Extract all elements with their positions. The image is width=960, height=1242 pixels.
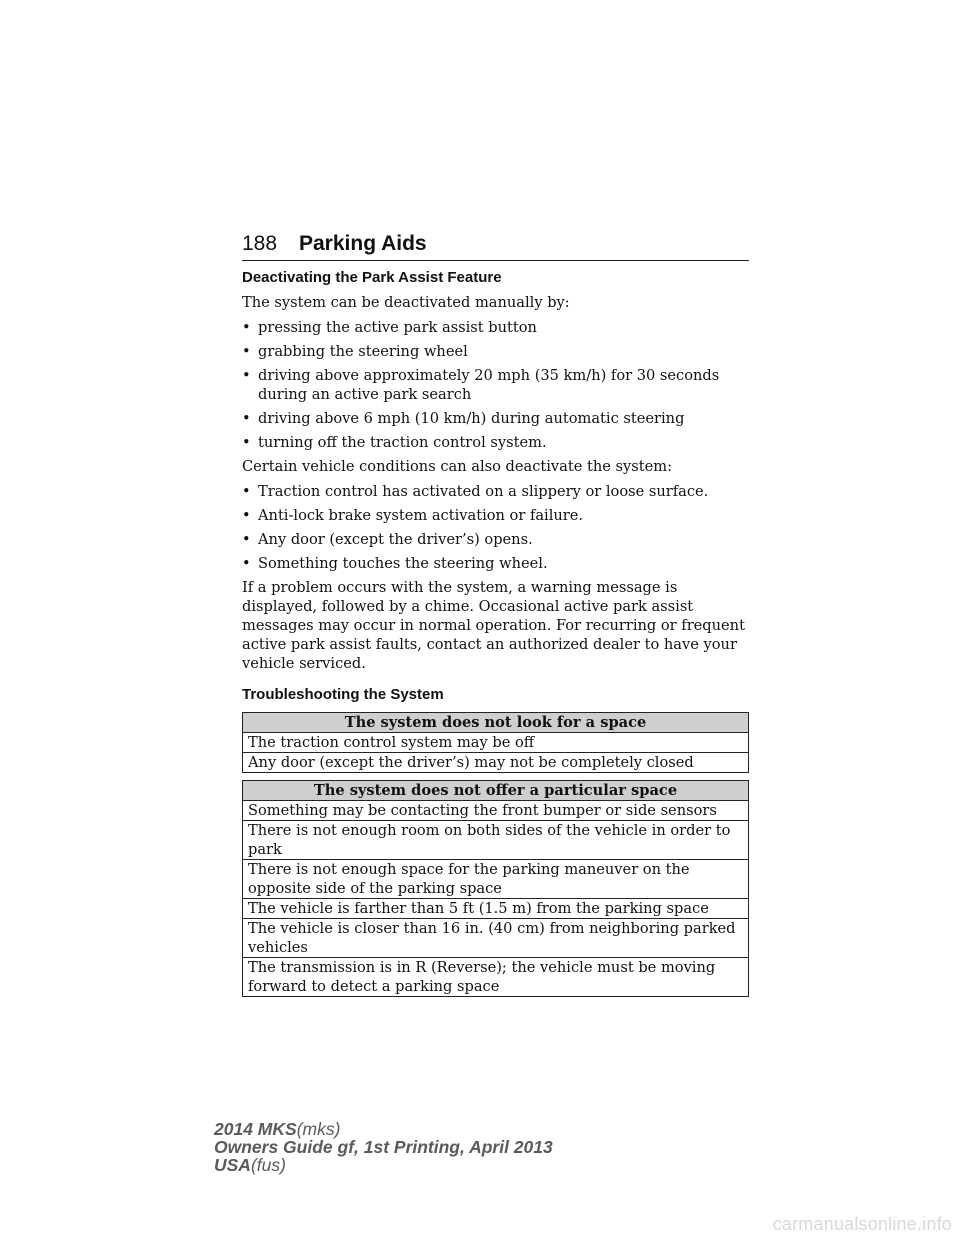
table-header: The system does not look for a space <box>243 713 749 733</box>
troubleshooting-heading: Troubleshooting the System <box>242 686 444 703</box>
table-row <box>243 801 749 821</box>
watermark: carmanualsonline.info <box>772 1214 952 1234</box>
footer-market: USA <box>214 1155 251 1175</box>
list-item-text: Anti-lock brake system activation or failure. <box>258 507 584 524</box>
list-item-text: driving above approximately 20 mph (35 km/h) for 30 seconds during an active park search <box>258 367 720 403</box>
table-cell: The vehicle is closer than 16 in. (40 cm) from neighboring parked vehicles <box>243 919 749 958</box>
table-cell: The transmission is in R (Reverse); the vehicle must be moving forward to detect a parking space <box>243 958 749 997</box>
page-content <box>242 268 749 1004</box>
table-cell: There is not enough space for the parking maneuver on the opposite side of the parking space <box>243 860 749 899</box>
list-item-text: driving above 6 mph (10 km/h) during automatic steering <box>258 410 685 427</box>
list-item <box>242 366 749 404</box>
list-item-text: Traction control has activated on a slippery or loose surface. <box>258 483 709 500</box>
table-row <box>243 753 749 773</box>
troubleshooting-table-no-offer <box>242 780 749 997</box>
table-row <box>243 860 749 899</box>
bullet-icon: • <box>242 367 251 384</box>
print-footer <box>214 1120 553 1174</box>
footer-model: 2014 MKS <box>214 1119 297 1139</box>
conditions-list <box>242 482 749 573</box>
list-item <box>242 554 749 573</box>
warning-paragraph: If a problem occurs with the system, a warning message is displayed, followed by a chime. Occasional active park assist messages may occur in normal operation. For recurring or frequent active park assist faults, contact an authorized dealer to have your vehicle serviced. <box>242 579 745 672</box>
list-item <box>242 433 749 452</box>
list-item-text: pressing the active park assist button <box>258 319 537 336</box>
list-item-text: Any door (except the driver’s) opens. <box>258 531 533 548</box>
table-row <box>243 733 749 753</box>
table-row <box>243 958 749 997</box>
table-cell: The traction control system may be off <box>243 733 749 753</box>
footer-market-code: (fus) <box>250 1155 286 1175</box>
bullet-icon: • <box>242 507 251 524</box>
page-number: 188 <box>242 232 278 255</box>
table-row <box>243 899 749 919</box>
footer-line-2: Owners Guide gf, 1st Printing, April 2013 <box>214 1137 553 1157</box>
list-item <box>242 342 749 361</box>
section-title: Parking Aids <box>299 232 427 255</box>
bullet-icon: • <box>242 483 251 500</box>
list-item-text: grabbing the steering wheel <box>258 343 468 360</box>
deactivating-heading: Deactivating the Park Assist Feature <box>242 269 502 286</box>
bullet-icon: • <box>242 343 251 360</box>
footer-line-3 <box>214 1156 553 1174</box>
table-cell: Something may be contacting the front bumper or side sensors <box>243 801 749 821</box>
conditions-intro: Certain vehicle conditions can also deactivate the system: <box>242 458 673 475</box>
bullet-icon: • <box>242 319 251 336</box>
footer-model-code: (mks) <box>296 1119 341 1139</box>
footer-line-1 <box>214 1120 553 1138</box>
table-cell: There is not enough room on both sides of the vehicle in order to park <box>243 821 749 860</box>
manual-deactivation-list <box>242 318 749 452</box>
list-item <box>242 482 749 501</box>
bullet-icon: • <box>242 531 251 548</box>
list-item <box>242 530 749 549</box>
list-item-text: turning off the traction control system. <box>258 434 547 451</box>
table-cell: The vehicle is farther than 5 ft (1.5 m) from the parking space <box>243 899 749 919</box>
list-item-text: Something touches the steering wheel. <box>258 555 548 572</box>
troubleshooting-table-no-search <box>242 712 749 773</box>
list-item <box>242 409 749 428</box>
bullet-icon: • <box>242 434 251 451</box>
bullet-icon: • <box>242 410 251 427</box>
list-item <box>242 506 749 525</box>
table-row <box>243 919 749 958</box>
table-header: The system does not offer a particular space <box>243 781 749 801</box>
page-header <box>242 232 749 261</box>
list-item <box>242 318 749 337</box>
table-row <box>243 821 749 860</box>
bullet-icon: • <box>242 555 251 572</box>
manual-intro: The system can be deactivated manually by: <box>242 294 570 311</box>
table-cell: Any door (except the driver’s) may not be completely closed <box>243 753 749 773</box>
